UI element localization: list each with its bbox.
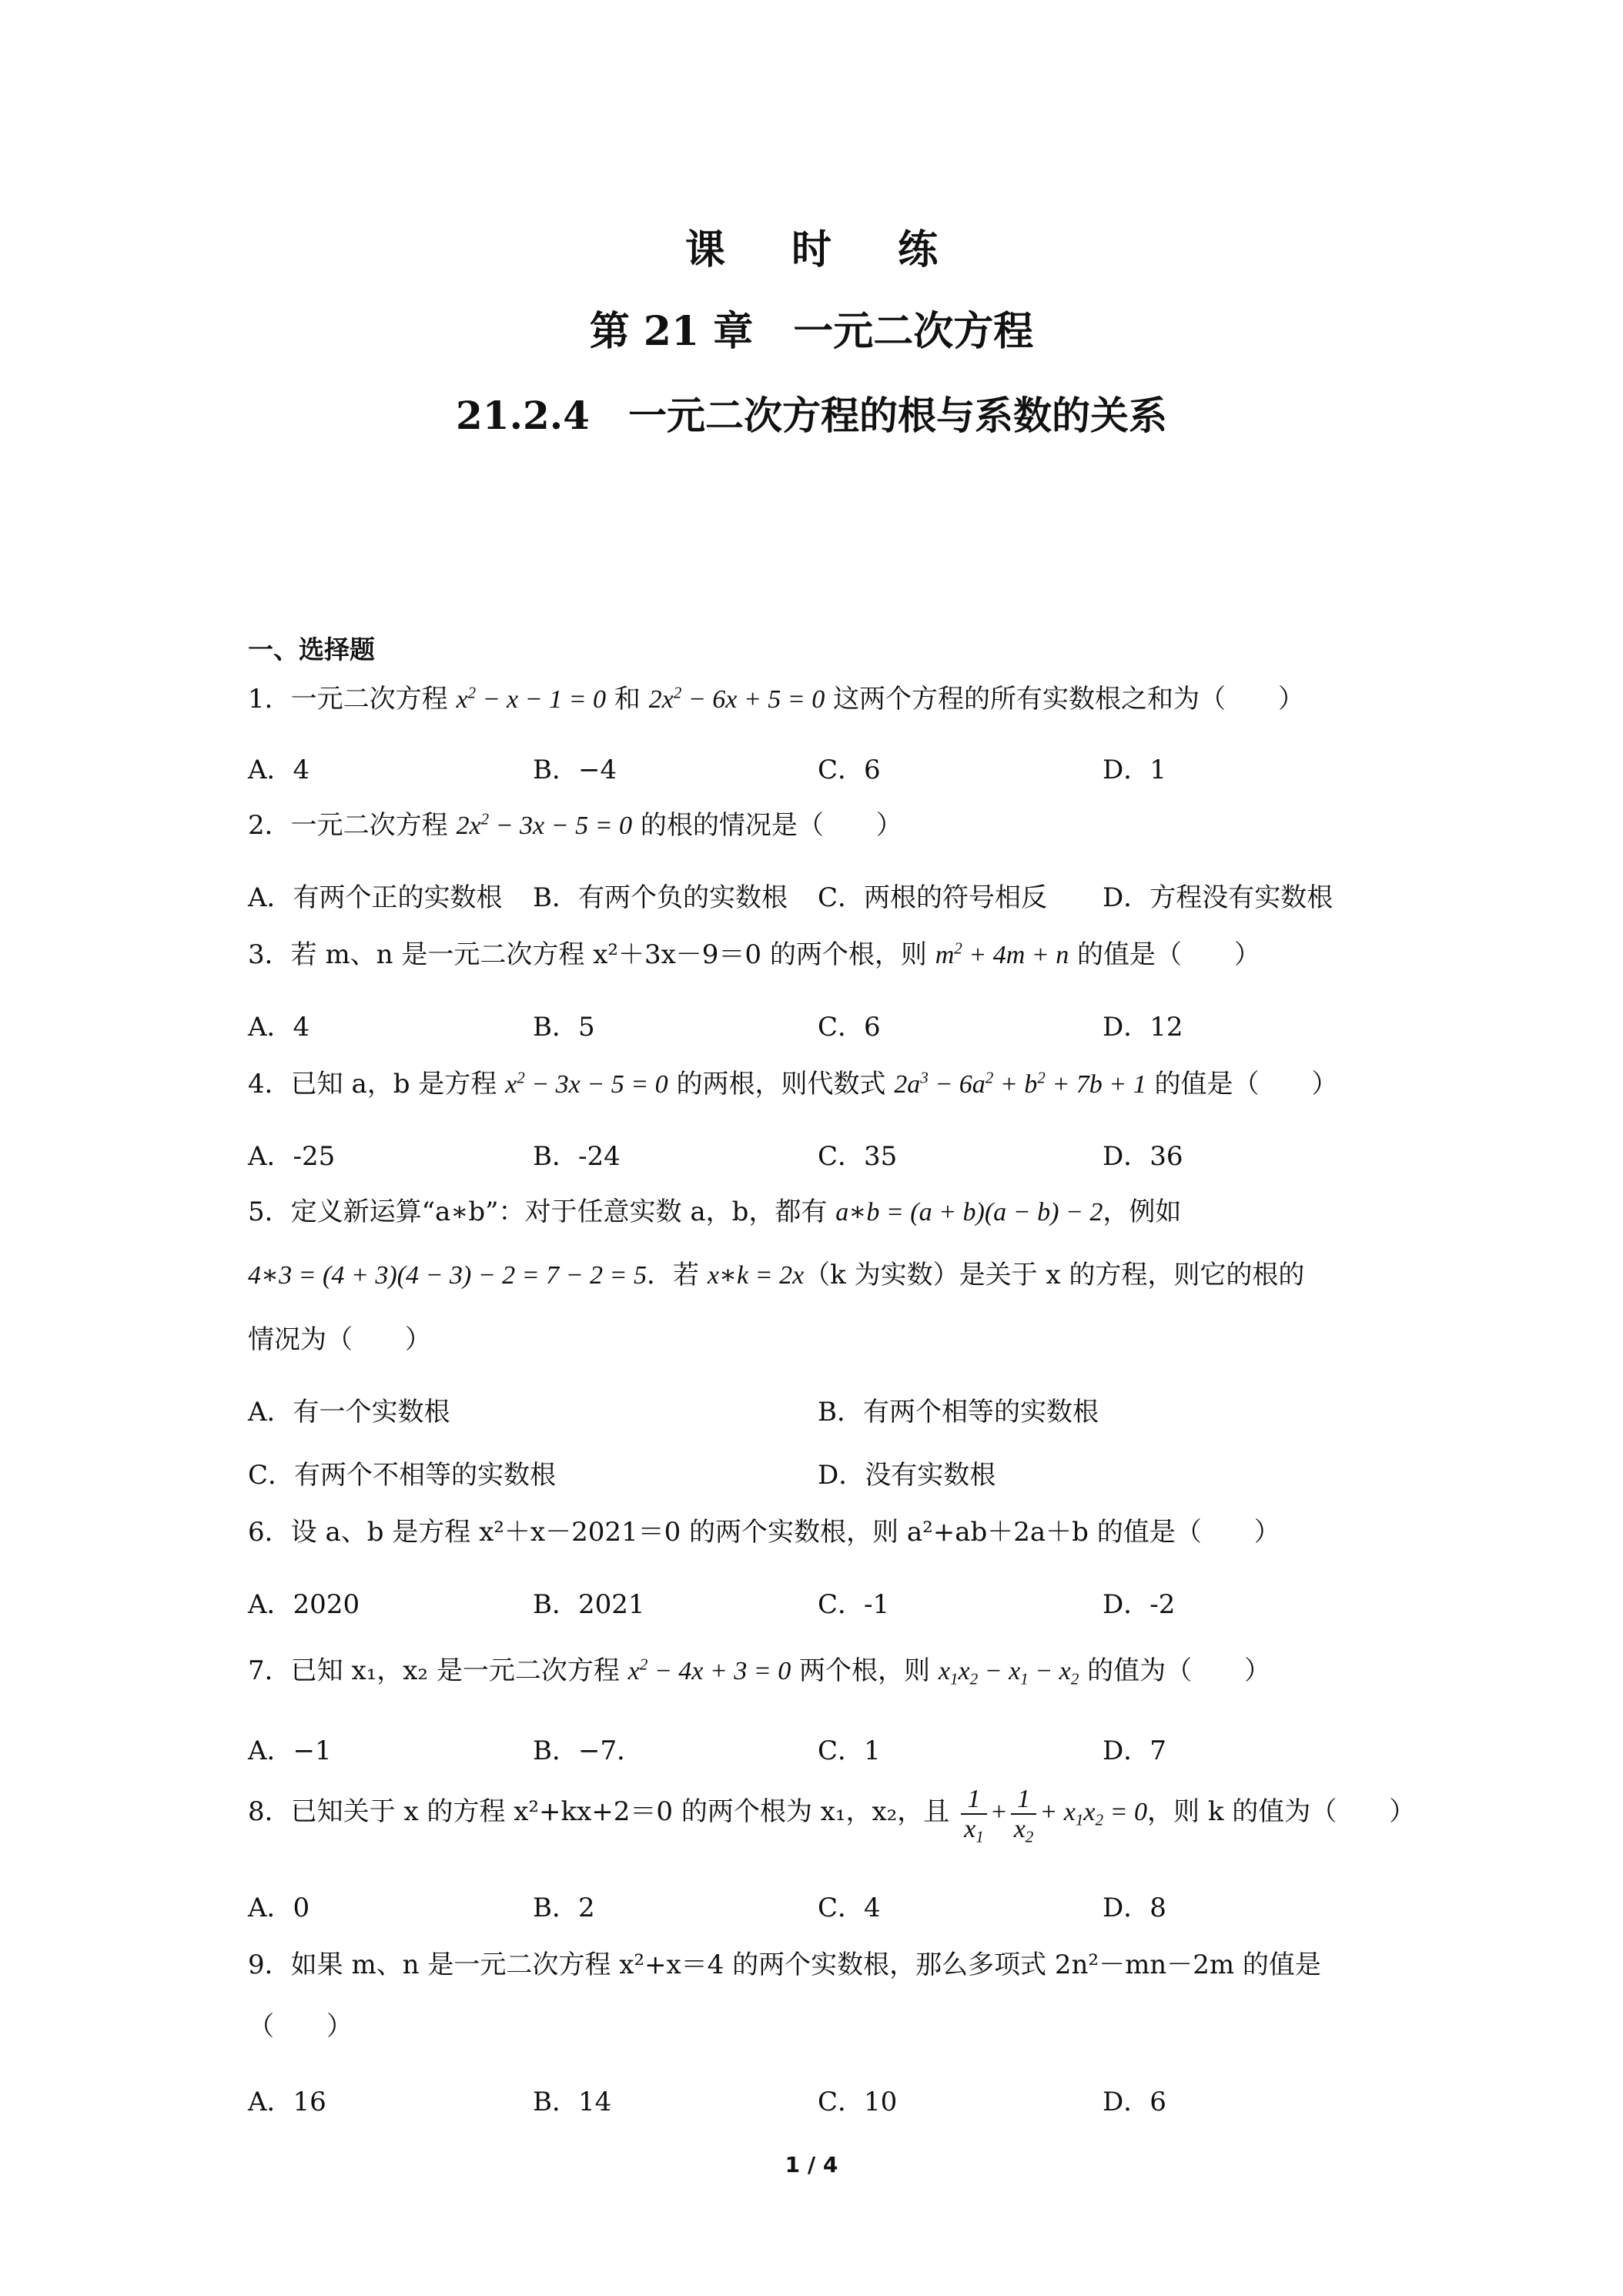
option-d[interactable]: D．-2 [1103, 1589, 1176, 1620]
options-1 [248, 748, 1372, 785]
options-4 [248, 1135, 1372, 1172]
option-d[interactable]: D．方程没有实数根 [1103, 882, 1334, 913]
definition: a∗b = (a + b)(a − b) − 2 [835, 1198, 1103, 1227]
option-a[interactable]: A．16 [248, 2087, 326, 2117]
option-d[interactable]: D．1 [1103, 755, 1166, 785]
question-5-line2: 4∗3 = (4 + 3)(4 − 3) − 2 = 7 − 2 = 5．若 x∗k = 2x（k 为实数）是关于 x 的方程，则它的根的 [248, 1260, 1305, 1290]
option-a[interactable]: A．有两个正的实数根 [248, 882, 503, 913]
equation: $x^2 - x - 1 = 0$ [456, 683, 607, 714]
option-a[interactable]: A．2020 [248, 1589, 360, 1620]
question-3: 3．若 m、n 是一元二次方程 x²＋3x－9＝0 的两个根，则 $m^2 + 4m + n$ 的值是（ ） [248, 939, 1261, 970]
expression: $m^2 + 4m + n$ [935, 939, 1069, 969]
options-7 [248, 1729, 1372, 1766]
option-b[interactable]: B．2021 [533, 1589, 645, 1620]
question-8: 8．已知关于 x 的方程 x²+kx+2＝0 的两个根为 x₁，x₂，且 $\frac{1}{x_1}$ + $\frac{1}{x_2}$ + $x_1x_2 = 0$，则 k 的值为（ ） [248, 1785, 1416, 1846]
fraction-expression: $\frac{1}{x_1}$ + $\frac{1}{x_2}$ + $x_1x_2 = 0$ [958, 1798, 1147, 1826]
option-d[interactable]: D．没有实数根 [818, 1460, 996, 1491]
option-c[interactable]: C．10 [818, 2087, 898, 2117]
option-b[interactable]: B．2 [533, 1893, 595, 1923]
options-2 [248, 876, 1372, 913]
equation: $2x^2 - 3x - 5 = 0$ [456, 809, 633, 840]
question-5-line1: 5．定义新运算“a∗b”：对于任意实数 a，b，都有 a∗b = (a + b)(a − b) − 2，例如 [248, 1197, 1182, 1227]
option-a[interactable]: A．4 [248, 755, 310, 785]
option-b[interactable]: B．14 [533, 2087, 612, 2117]
doc-title: 课 时 练 [684, 226, 965, 273]
equation: $x^2 - 3x - 5 = 0$ [505, 1068, 668, 1099]
options-3 [248, 1006, 1372, 1043]
option-d[interactable]: D．8 [1103, 1893, 1166, 1923]
option-a[interactable]: A．有一个实数根 [248, 1397, 450, 1427]
option-d[interactable]: D．12 [1103, 1012, 1183, 1043]
question-5-line3: 情况为（ ） [248, 1324, 431, 1355]
equation: $2x^2 - 6x + 5 = 0$ [648, 683, 825, 714]
options-8 [248, 1886, 1372, 1923]
option-c[interactable]: C．6 [818, 1012, 881, 1043]
option-a[interactable]: A．4 [248, 1012, 310, 1043]
option-c[interactable]: C．两根的符号相反 [818, 882, 1048, 913]
option-a[interactable]: A．0 [248, 1893, 310, 1923]
question-6: 6．设 a、b 是方程 x²＋x－2021＝0 的两个实数根，则 a²+ab＋2a＋b 的值是（ ） [248, 1517, 1280, 1548]
option-b[interactable]: B．-24 [533, 1141, 621, 1172]
equation: x∗k = 2x [707, 1261, 805, 1290]
option-c[interactable]: C．-1 [818, 1589, 890, 1620]
section-title: 一、选择题 [248, 634, 375, 664]
option-b[interactable]: B．−4 [533, 755, 617, 785]
options-5-row2 [248, 1454, 1372, 1491]
option-b[interactable]: B．有两个相等的实数根 [818, 1397, 1099, 1427]
option-a[interactable]: A．−1 [248, 1735, 332, 1766]
option-a[interactable]: A．-25 [248, 1141, 336, 1172]
options-5-row1 [248, 1391, 1372, 1427]
section-heading: 21.2.4 一元二次方程的根与系数的关系 [456, 393, 1167, 438]
option-d[interactable]: D．7 [1103, 1735, 1166, 1766]
expression: $2a^3 - 6a^2 + b^2 + 7b + 1$ [894, 1068, 1146, 1099]
question-9-line2: （ ） [248, 2011, 353, 2042]
question-1: 1．一元二次方程 $x^2 - x - 1 = 0$ 和 $2x^2 - 6x + 5 = 0$ 这两个方程的所有实数根之和为（ ） [248, 683, 1305, 715]
expression: $x_1x_2 - x_1 - x_2$ [938, 1657, 1079, 1689]
option-c[interactable]: C．6 [818, 755, 881, 785]
option-c[interactable]: C．1 [818, 1735, 881, 1766]
option-c[interactable]: C．有两个不相等的实数根 [248, 1460, 557, 1491]
example: 4∗3 = (4 + 3)(4 − 3) − 2 = 7 − 2 = 5 [248, 1261, 648, 1290]
question-9-line1: 9．如果 m、n 是一元二次方程 x²+x＝4 的两个实数根，那么多项式 2n²－mn－2m 的值是 [248, 1950, 1321, 1980]
option-b[interactable]: B．有两个负的实数根 [533, 882, 788, 913]
options-6 [248, 1583, 1372, 1620]
question-7: 7．已知 x₁，x₂ 是一元二次方程 $x^2 - 4x + 3 = 0$ 两个根，则 $x_1x_2 - x_1 - x_2$ 的值为（ ） [248, 1655, 1271, 1689]
option-c[interactable]: C．4 [818, 1893, 881, 1923]
option-b[interactable]: B．−7． [533, 1735, 644, 1766]
option-d[interactable]: D．36 [1103, 1141, 1183, 1172]
question-2: 2．一元二次方程 $2x^2 - 3x - 5 = 0$ 的根的情况是（ ） [248, 809, 902, 841]
options-9 [248, 2080, 1372, 2117]
question-4: 4．已知 a，b 是方程 $x^2 - 3x - 5 = 0$ 的两根，则代数式 $2a^3 - 6a^2 + b^2 + 7b + 1$ 的值是（ ） [248, 1068, 1338, 1099]
page-number: 1 / 4 [785, 2152, 838, 2177]
option-b[interactable]: B．5 [533, 1012, 595, 1043]
option-c[interactable]: C．35 [818, 1141, 898, 1172]
chapter-title: 第 21 章 一元二次方程 [589, 308, 1034, 355]
option-d[interactable]: D．6 [1103, 2087, 1166, 2117]
equation: $x^2 - 4x + 3 = 0$ [627, 1655, 791, 1685]
